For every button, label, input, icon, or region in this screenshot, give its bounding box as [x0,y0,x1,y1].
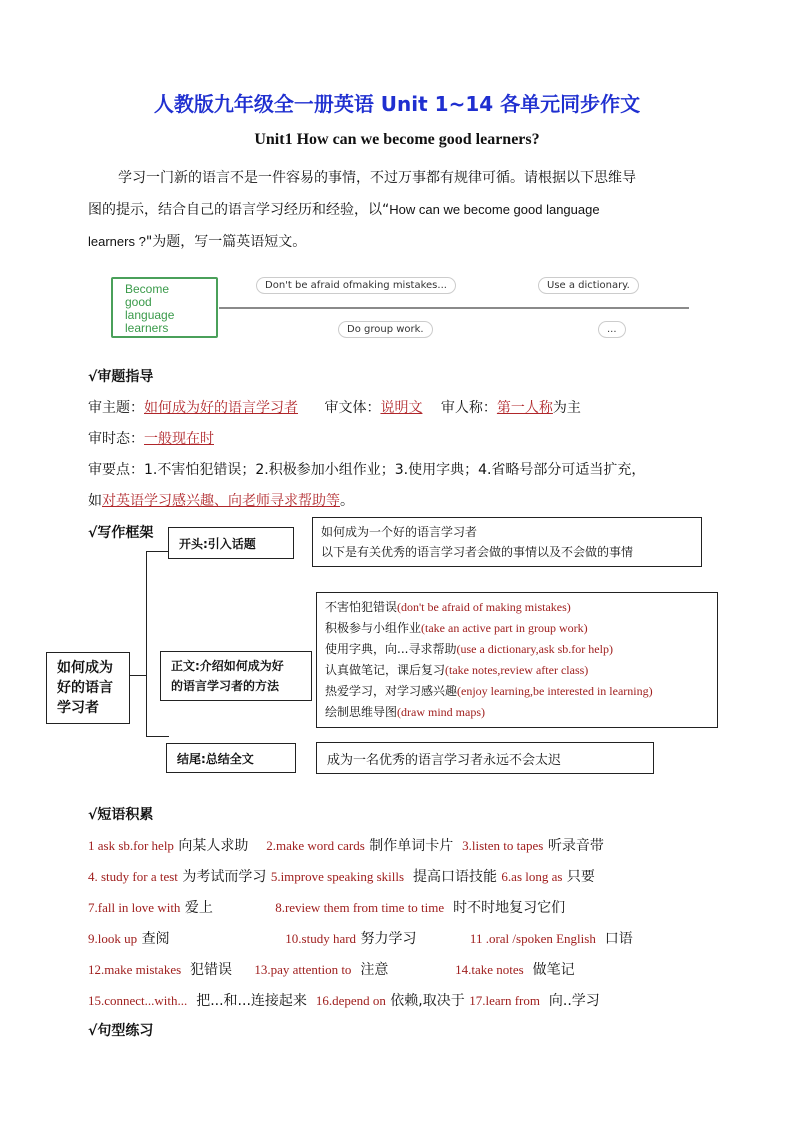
phrase-line [88,866,595,886]
points-text: 1.不害怕犯错误；2.积极参加小组作业；3.使用字典；4.省略号部分可适当扩充， [144,462,646,478]
points-end: 。 [340,493,354,509]
phrase-english: 3.listen to tapes [462,838,544,853]
opening-line: 如何成为一个好的语言学习者 [321,525,478,539]
phrase-line [88,835,604,855]
phrase-line [88,928,633,948]
body-item-cn: 热爱学习，对学习感兴趣 [325,684,458,698]
body-label-line: 的语言学习者的方法 [171,679,280,693]
analysis-line-tense [88,428,214,448]
ending-label: 结尾:总结全文 [166,743,296,773]
mindmap-center-line: good [125,295,152,309]
phrase-english: 2.make word cards [266,838,365,853]
tense-value: 一般现在时 [144,431,214,447]
body-item-cn: 认真做笔记，课后复习 [325,663,446,677]
root-line: 好的语言 [57,680,113,696]
points-value: 对英语学习感兴趣、向老师寻求帮助等 [102,493,340,509]
phrase-chinese: 听录音带 [543,838,604,854]
phrase-chinese: 爱上 [180,900,276,916]
body-item [325,702,717,723]
mindmap-item-top: Don't be afraid ofmaking mistakes... [256,277,456,294]
sentences-heading: √句型练习 [88,1023,154,1039]
mindmap-item-bottom: Do group work. [338,321,433,338]
phrase-english: 6.as long as [501,869,563,884]
phrase-english: 14.take notes [455,962,524,977]
document-title: 人教版九年级全一册英语 Unit 1~14 各单元同步作文 [153,92,641,116]
intro-line-2-text: 图的提示，结合自己的语言学习经历和经验，以“ [88,202,390,218]
opening-line: 以下是有关优秀的语言学习者会做的事情以及不会做的事情 [321,545,634,559]
theme-label: 审主题： [88,400,144,416]
intro-line-3-text: "为题，写一篇英语短文。 [145,234,307,250]
opening-label: 开头:引入话题 [168,527,294,559]
mindmap-center-line: language [125,308,175,322]
mindmap-center-line: Become [125,282,170,296]
body-item [325,681,717,702]
phrase-chinese: 为考试而学习 [177,869,271,885]
phrase-chinese: 只要 [562,869,595,885]
body-label-line: 正文:介绍如何成为好 [171,659,284,673]
unit-title: Unit1 How can we become good learners? [254,131,540,148]
style-value: 说明文 [380,400,423,416]
body-item-en: (use a dictionary,ask sb.for help) [456,642,613,656]
person-label: 审人称： [440,400,497,416]
theme-value: 如何成为好的语言学习者 [144,400,298,416]
phrase-chinese: 做笔记 [523,962,575,978]
phrase-line [88,959,575,979]
style-label: 审文体： [324,400,381,416]
analysis-heading: √审题指导 [88,369,154,385]
phrase-english: 1 ask sb.for help [88,838,174,853]
mindmap-item-top: Use a dictionary. [538,277,639,294]
body-content [316,592,718,728]
body-item-cn: 使用字典，向...寻求帮助 [325,642,457,656]
body-item-en: (don't be afraid of making mistakes) [397,600,571,614]
phrase-chinese: 依赖,取决于 [385,993,470,1009]
opening-content [312,517,702,567]
phrase-english: 7.fall in love with [88,900,181,915]
intro-line-1: 学习一门新的语言不是一件容易的事情，不过万事都有规律可循。请根据以下思维导 [118,170,636,186]
phrase-chinese: 提高口语技能 [404,869,502,885]
phrase-english: 17.learn from [469,993,540,1008]
body-item-en: (draw mind maps) [397,705,485,719]
phrase-english: 10.study hard [285,931,357,946]
body-item [325,597,717,618]
phrase-english: 13.pay attention to [254,962,352,977]
intro-line-3 [88,226,706,258]
intro-line-3-english: learners ? [88,234,146,249]
phrase-english: 5.improve speaking skills [270,869,405,884]
phrase-chinese: 努力学习 [356,931,470,947]
phrase-line [88,897,565,917]
phrase-chinese: 犯错误 [181,962,255,978]
root-line: 学习者 [57,700,99,716]
body-item [325,639,717,660]
phrase-english: 15.connect...with... [88,993,188,1008]
phrase-chinese: 向..学习 [539,993,600,1009]
phrase-english: 11 .oral /spoken English [469,931,596,946]
intro-line-2 [88,194,706,226]
phrase-chinese: 口语 [595,931,633,947]
phrase-english: 8.review them from time to time [275,900,445,915]
points-prefix: 如 [88,493,102,509]
phrases-heading: √短语积累 [88,807,154,823]
framework-root [46,652,130,724]
framework-bracket [146,551,169,737]
framework-heading: √写作框架 [88,525,154,541]
body-item [325,660,717,681]
phrase-chinese: 向某人求助 [173,838,267,854]
tense-label: 审时态： [88,431,144,447]
body-label [160,651,312,701]
body-item-cn: 不害怕犯错误 [325,600,398,614]
person-suffix: 为主 [552,400,581,416]
mindmap-center-line: learners [125,321,169,335]
phrase-chinese: 制作单词卡片 [364,838,463,854]
mindmap-center [111,277,218,338]
mindmap-item-bottom: ... [598,321,626,338]
body-item-en: (take notes,review after class) [445,663,589,677]
phrase-english: 4. study for a test [88,869,178,884]
phrase-chinese: 查阅 [137,931,286,947]
analysis-line-points [88,459,645,479]
ending-content: 成为一名优秀的语言学习者永远不会太迟 [316,742,654,774]
person-value: 第一人称 [496,400,553,416]
phrase-line [88,990,600,1010]
points-label: 审要点： [88,462,144,478]
phrase-english: 12.make mistakes [88,962,182,977]
body-item-en: (take an active part in group work) [421,621,588,635]
phrase-chinese: 注意 [351,962,456,978]
mindmap-line [219,307,689,309]
intro-line-2-english: How can we become good language [389,202,600,217]
framework-connector [128,675,146,676]
phrase-english: 16.depend on [315,993,386,1008]
root-line: 如何成为 [57,660,113,676]
phrase-chinese: 时不时地复习它们 [444,900,566,916]
phrase-english: 9.look up [88,931,138,946]
body-item [325,618,717,639]
analysis-line-points-cont [88,490,354,510]
phrase-chinese: 把...和...连接起来 [187,993,316,1009]
body-item-cn: 绘制思维导图 [325,705,398,719]
body-item-en: (enjoy learning,be interested in learning) [457,684,653,698]
analysis-line-theme [88,397,581,417]
body-item-cn: 积极参与小组作业 [325,621,422,635]
